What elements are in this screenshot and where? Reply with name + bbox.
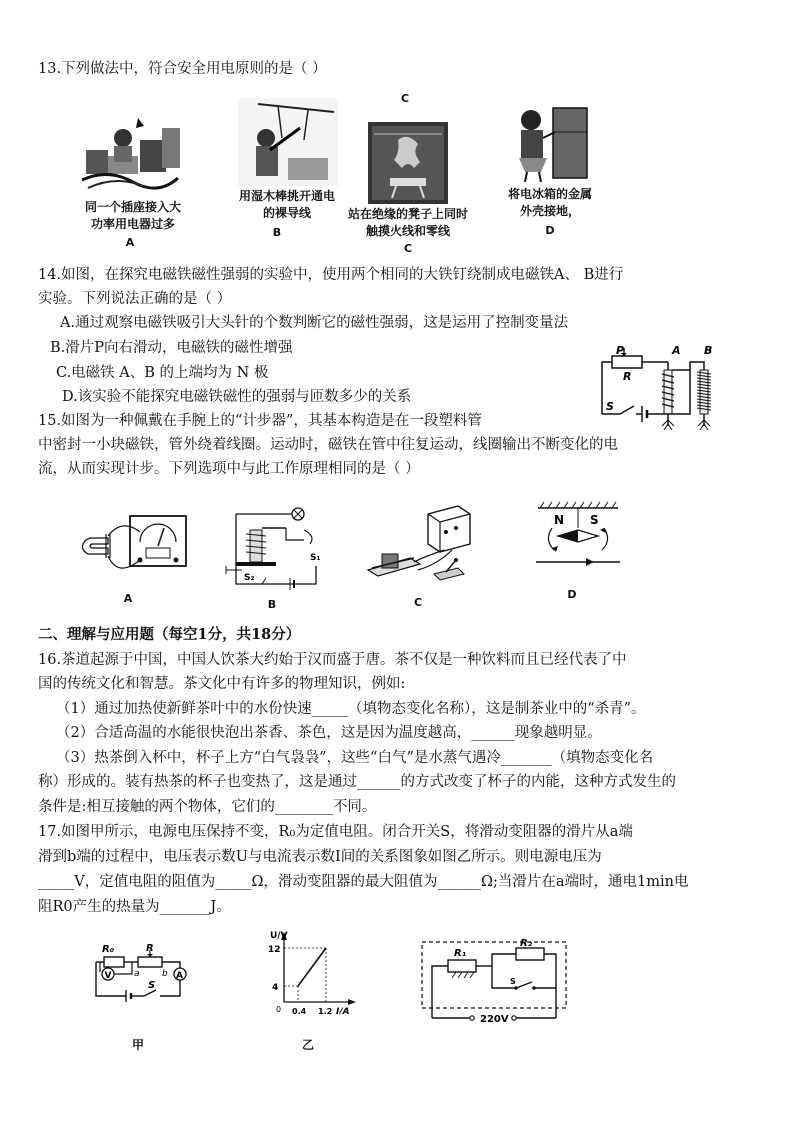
q15-stem-line-3: 流，从而实现计步。下列选项中与此工作原理相同的是（ ） bbox=[38, 461, 420, 477]
q17-heater-label-s: S bbox=[510, 977, 516, 986]
q17-yi-y-axis: U/V bbox=[270, 931, 288, 941]
q13-letter-a: A bbox=[125, 236, 135, 249]
q13-caption-b-1: 用湿木棒挑开通电 bbox=[238, 189, 335, 203]
q17-figure-yi-label: 乙 bbox=[301, 1038, 314, 1052]
q14-stem-line-2: 实验。下列说法正确的是（ ） bbox=[38, 291, 232, 307]
q14-option-b: B.滑片P向右滑动，电磁铁的磁性增强 bbox=[50, 340, 293, 356]
q17-yi-y-tick-4: 4 bbox=[272, 983, 279, 993]
q17-yi-x-tick-04: 0.4 bbox=[292, 1007, 307, 1014]
q16-line-1: 16.茶道起源于中国，中国人饮茶大约始于汉而盛于唐。茶不仅是一种饮料而且已经代表了中 bbox=[38, 652, 627, 668]
q17-jia-label-r0: R₀ bbox=[102, 944, 115, 955]
section-2-heading: 二、理解与应用题（每空1分，共18分） bbox=[38, 626, 301, 643]
q17-figure-heater-circuit bbox=[418, 938, 570, 1030]
q14-fig-label-p: P bbox=[616, 344, 625, 357]
q14-fig-label-r: R bbox=[623, 370, 632, 383]
q14-fig-label-a: A bbox=[672, 344, 681, 357]
q15-fig-d-label-s: S bbox=[590, 513, 599, 527]
q15-fig-b-label-s2: S₂ bbox=[244, 573, 255, 583]
q13-caption-b-2: 的裸导线 bbox=[262, 206, 311, 220]
q17-jia-label-s: S bbox=[148, 980, 156, 991]
q15-figure-a-galvanometer bbox=[78, 508, 198, 586]
q15-figure-c-apparatus bbox=[360, 500, 476, 592]
q13-picture-a bbox=[78, 108, 188, 196]
q15-stem-line-1: 15.如图为一种佩戴在手腕上的“计步器”，其基本构造是在一段塑料管 bbox=[38, 413, 482, 429]
q17-line-4: 阻R0产生的热量为_______J。 bbox=[38, 899, 231, 915]
q17-jia-voltmeter: V bbox=[104, 971, 112, 981]
q15-figure-b-relay bbox=[206, 500, 330, 592]
q13-caption-a-2: 功率用电器过多 bbox=[90, 217, 175, 231]
q13-caption-d-1: 将电冰箱的金属 bbox=[507, 187, 592, 201]
q14-stem-line-1: 14.如图，在探究电磁铁磁性强弱的实验中，使用两个相同的大铁钉绕制成电磁铁A、 B进行 bbox=[38, 267, 624, 283]
q16-line-4: （2）合适高温的水能很快泡出茶香、茶色，这是因为温度越高，______现象越明显。 bbox=[56, 725, 602, 741]
q15-letter-a: A bbox=[123, 592, 133, 605]
q13-stem: 13.下列做法中，符合安全用电原则的是（ ） bbox=[38, 61, 327, 77]
q14-circuit-diagram bbox=[590, 342, 740, 434]
q17-jia-label-r: R bbox=[146, 943, 154, 954]
q13-letter-d: D bbox=[545, 224, 555, 237]
q16-line-6: 称）形成的。装有热茶的杯子也变热了，这是通过______的方式改变了杯子的内能，这种方式发生的 bbox=[38, 774, 676, 790]
q17-heater-label-r2: R₂ bbox=[520, 938, 533, 949]
q17-figure-yi-graph bbox=[258, 928, 358, 1014]
q15-fig-d-label-n: N bbox=[554, 513, 565, 527]
q17-jia-label-b: b bbox=[162, 969, 168, 979]
q13-top-letter: C bbox=[400, 92, 410, 105]
q17-heater-label-voltage: 220V bbox=[480, 1014, 509, 1025]
q17-yi-x-axis: I/A bbox=[336, 1007, 350, 1014]
q13-caption-d-2: 外壳接地， bbox=[519, 204, 580, 218]
q14-option-a: A.通过观察电磁铁吸引大头针的个数判断它的磁性强弱，这是运用了控制变量法 bbox=[60, 315, 569, 331]
q13-letter-b: B bbox=[272, 226, 282, 239]
q15-fig-b-label-s1: S₁ bbox=[310, 553, 321, 563]
q13-caption-c-2: 触摸火线和零线 bbox=[365, 224, 450, 238]
q14-option-d: D.该实验不能探究电磁铁磁性的强弱与匝数多少的关系 bbox=[62, 389, 412, 405]
q15-letter-b: B bbox=[267, 598, 277, 611]
q17-figure-jia-circuit bbox=[86, 938, 196, 1010]
q13-picture-c bbox=[368, 122, 448, 204]
q16-line-5: （3）热茶倒入杯中，杯子上方“白气袅袅”，这些“白气”是水蒸气遇冷_______（填物态变化名 bbox=[56, 750, 654, 766]
q17-line-1: 17.如图甲所示，电源电压保持不变，R₀为定值电阻。闭合开关S，将滑动变阻器的滑片从a端 bbox=[38, 824, 633, 840]
q16-line-2: 国的传统文化和智慧。茶文化中有许多的物理知识，例如: bbox=[38, 676, 406, 692]
q17-jia-ammeter: A bbox=[176, 971, 183, 981]
q15-letter-d: D bbox=[567, 588, 577, 601]
q13-caption-a-1: 同一个插座接入大 bbox=[84, 200, 181, 214]
q13-caption-c-1: 站在绝缘的凳子上同时 bbox=[347, 207, 468, 221]
q17-line-2: 滑到b端的过程中，电压表示数U与电流表示数I间的关系图象如图乙所示。则电源电压为 bbox=[38, 849, 602, 865]
q14-option-c: C.电磁铁 A、B 的上端均为 N 极 bbox=[56, 365, 269, 381]
q15-stem-line-2: 中密封一小块磁铁，管外绕着线圈。运动时，磁铁在管中往复运动，线圈输出不断变化的电 bbox=[38, 437, 618, 453]
q14-fig-label-b: B bbox=[704, 344, 713, 357]
q17-figure-jia-label: 甲 bbox=[131, 1038, 144, 1052]
q16-line-7: 条件是:相互接触的两个物体，它们的________不同。 bbox=[38, 799, 377, 815]
q15-figure-d-oersted bbox=[528, 500, 628, 580]
q13-letter-c: C bbox=[403, 242, 413, 255]
q13-picture-d bbox=[505, 102, 595, 184]
q17-heater-label-r1: R₁ bbox=[454, 948, 467, 959]
q16-line-3: （1）通过加热使新鲜茶叶中的水份快速_____（填物态变化名称），这是制茶业中的“杀青”。 bbox=[56, 701, 646, 717]
q17-yi-x-tick-12: 1.2 bbox=[318, 1007, 333, 1014]
q13-picture-b bbox=[238, 98, 338, 186]
q17-yi-y-tick-12: 12 bbox=[268, 945, 281, 955]
q17-yi-origin: 0 bbox=[276, 1005, 282, 1014]
q14-fig-label-s: S bbox=[606, 400, 614, 413]
q15-letter-c: C bbox=[413, 596, 423, 609]
q17-jia-label-a: a bbox=[134, 969, 140, 979]
q17-line-3: _____V，定值电阻的阻值为_____Ω，滑动变阻器的最大阻值为______Ω;当滑片在a端时，通电1min电 bbox=[38, 874, 689, 890]
